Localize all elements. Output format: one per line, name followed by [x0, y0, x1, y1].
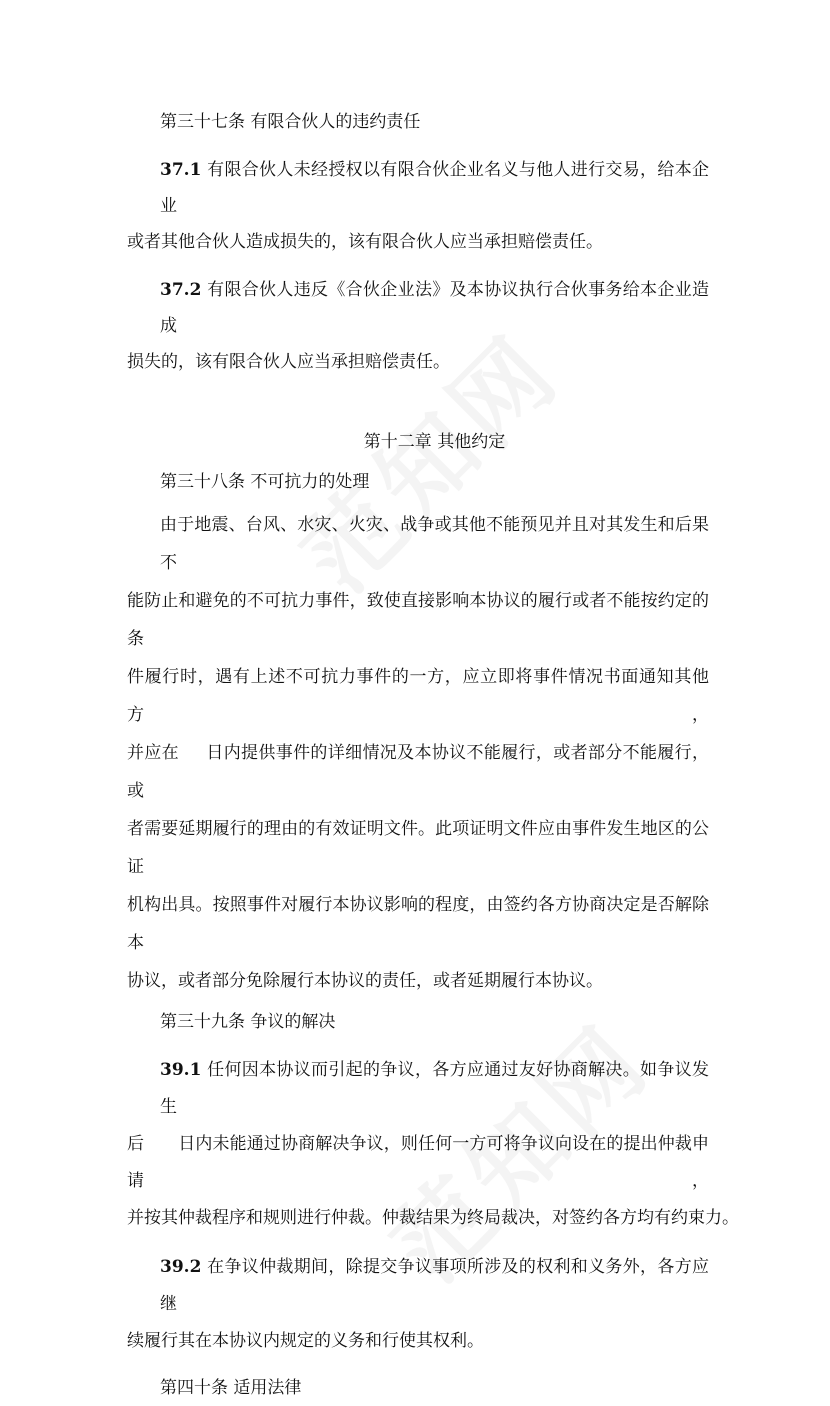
paragraph-text: 在争议仲裁期间，除提交争议事项所涉及的权利和义务外，各方应继 [160, 1257, 710, 1314]
paragraph-37-2 [127, 272, 709, 380]
paragraph-text: 任何因本协议而引起的争议，各方应通过友好协商解决。如争议发生 [160, 1060, 710, 1117]
article-40-heading: 第四十条 适用法律 [160, 1378, 302, 1398]
document-body [127, 104, 739, 1406]
paragraph-line: 能防止和避免的不可抗力事件，致使直接影响本协议的履行或者不能按约定的条 [127, 591, 709, 649]
article-38-heading: 第三十八条 不可抗力的处理 [160, 472, 370, 492]
paragraph-text: 后 [127, 1134, 145, 1154]
clause-number: 39.1 [160, 1060, 202, 1080]
clause-number: 39.2 [160, 1257, 202, 1277]
paragraph-text: 日内未能通过协商解决争议，则任何一方可将争议向设在的提出仲裁申请， [127, 1134, 709, 1191]
clause-number: 37.2 [160, 280, 202, 300]
article-39-heading: 第三十九条 争议的解决 [160, 1012, 336, 1032]
paragraph-line [127, 1052, 709, 1126]
paragraph-38 [127, 506, 709, 1000]
paragraph-line: 或者其他合伙人造成损失的，该有限合伙人应当承担赔偿责任。 [127, 232, 603, 252]
paragraph-line: 机构出具。按照事件对履行本协议影响的程度，由签约各方协商决定是否解除本 [127, 895, 709, 953]
paragraph-text: 日内提供事件的详细情况及本协议不能履行，或者部分不能履行，或 [127, 743, 709, 801]
paragraph-line: 损失的，该有限合伙人应当承担赔偿责任。 [127, 352, 450, 372]
paragraph-text: 有限合伙人违反《合伙企业法》及本协议执行合伙事务给本企业造成 [160, 280, 710, 336]
paragraph-line: 协议，或者部分免除履行本协议的责任，或者延期履行本协议。 [127, 971, 603, 991]
paragraph-text: 有限合伙人未经授权以有限合伙企业名义与他人进行交易，给本企业 [160, 160, 710, 216]
paragraph-line [127, 734, 709, 810]
paragraph-line [127, 272, 709, 344]
paragraph-37-1 [127, 152, 709, 260]
paragraph-line: 续履行其在本协议内规定的义务和行使其权利。 [127, 1331, 484, 1351]
paragraph-line: 并按其仲裁程序和规则进行仲裁。仲裁结果为终局裁决，对签约各方均有约束力。 [127, 1208, 739, 1228]
paragraph-line: 者需要延期履行的理由的有效证明文件。此项证明文件应由事件发生地区的公证 [127, 819, 709, 877]
paragraph-text: 并应在 [127, 743, 180, 763]
article-37-heading: 第三十七条 有限合伙人的违约责任 [160, 112, 421, 132]
paragraph-39-1 [127, 1052, 739, 1237]
paragraph-line: 由于地震、台风、水灾、火灾、战争或其他不能预见并且对其发生和后果不 [160, 515, 709, 573]
clause-number: 37.1 [160, 160, 202, 180]
paragraph-39-2 [127, 1249, 709, 1360]
paragraph-line [127, 1249, 709, 1323]
paragraph-line [127, 152, 709, 224]
chapter-12-title: 第十二章 其他约定 [363, 432, 506, 452]
paragraph-line [127, 1126, 709, 1200]
paragraph-line: 件履行时，遇有上述不可抗力事件的一方，应立即将事件情况书面通知其他方， [127, 667, 709, 725]
